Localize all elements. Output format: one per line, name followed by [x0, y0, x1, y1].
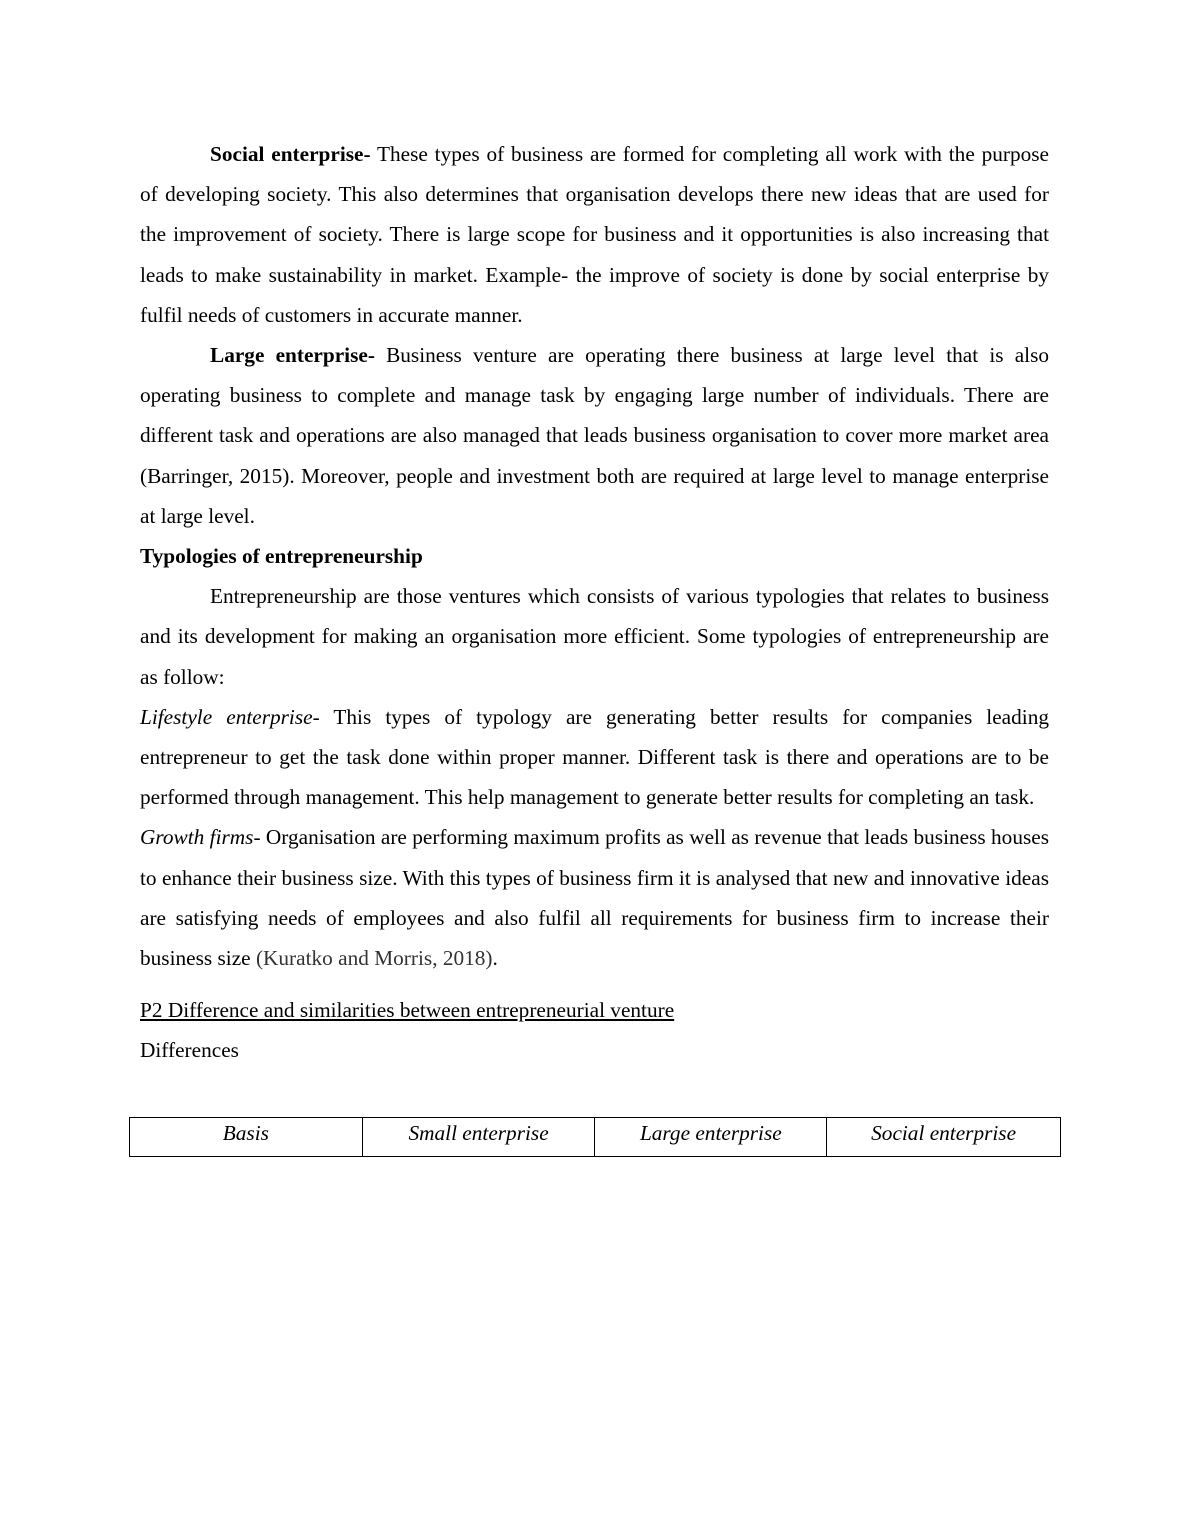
typologies-intro: Entrepreneurship are those ventures which consists of various typologies that relates to business and its development for making an organisation more efficient. Some typologies of entrepreneurship are as follow:: [140, 584, 1049, 689]
typologies-heading: Typologies of entrepreneurship: [140, 544, 423, 569]
social-enterprise-term: Social enterprise-: [210, 142, 371, 166]
document-page: [140, 134, 1049, 1070]
growth-paragraph: [140, 817, 1049, 978]
large-enterprise-term: Large enterprise-: [210, 343, 375, 368]
growth-text: - Organisation are performing maximum profits as well as revenue that leads business houses to enhance their business size. With this types of business firm it is analysed that new and innovative ideas are satisfying needs of employees and also fulfil all requirements for business firm to increase their business size: [140, 825, 1049, 971]
lifestyle-paragraph: [140, 697, 1049, 818]
growth-end: .: [492, 946, 498, 971]
social-enterprise-paragraph: [140, 134, 1049, 335]
growth-term: Growth firms: [140, 825, 254, 850]
header-basis: Basis: [130, 1118, 363, 1157]
differences-subheading: Differences: [140, 1038, 239, 1063]
differences-table: [129, 1117, 1061, 1157]
large-enterprise-text: Business venture are operating there business at large level that is also operating business to complete and manage task by engaging large number of individuals. There are different task and operations are also managed that leads business organisation to cover more market area (Barringer, 2015). Moreover, people and investment both are required at large level to manage enterprise at large level.: [140, 343, 1050, 528]
large-enterprise-paragraph: [140, 335, 1049, 536]
table-header-row: [130, 1118, 1061, 1157]
lifestyle-term: Lifestyle enterprise: [140, 704, 313, 729]
header-small-enterprise: Small enterprise: [362, 1118, 595, 1157]
header-social-enterprise: Social enterprise: [827, 1118, 1061, 1157]
lifestyle-text: - This types of typology are generating better results for companies leading entrepreneur to get the task done within proper manner. Different task is there and operations are to be performed through management. This help management to generate better results for completing an task.: [140, 704, 1049, 810]
growth-citation: (Kuratko and Morris, 2018): [255, 946, 493, 971]
header-large-enterprise: Large enterprise: [595, 1118, 827, 1157]
p2-heading: P2 Difference and similarities between entrepreneurial venture: [140, 998, 675, 1023]
social-enterprise-text: These types of business are formed for completing all work with the purpose of developing society. This also determines that organisation develops there new ideas that are used for the improvement of society. There is large scope for business and it opportunities is also increasing that leads to make sustainability in market. Example- the improve of society is done by social enterprise by fulfil needs of customers in accurate manner.: [140, 142, 1050, 327]
